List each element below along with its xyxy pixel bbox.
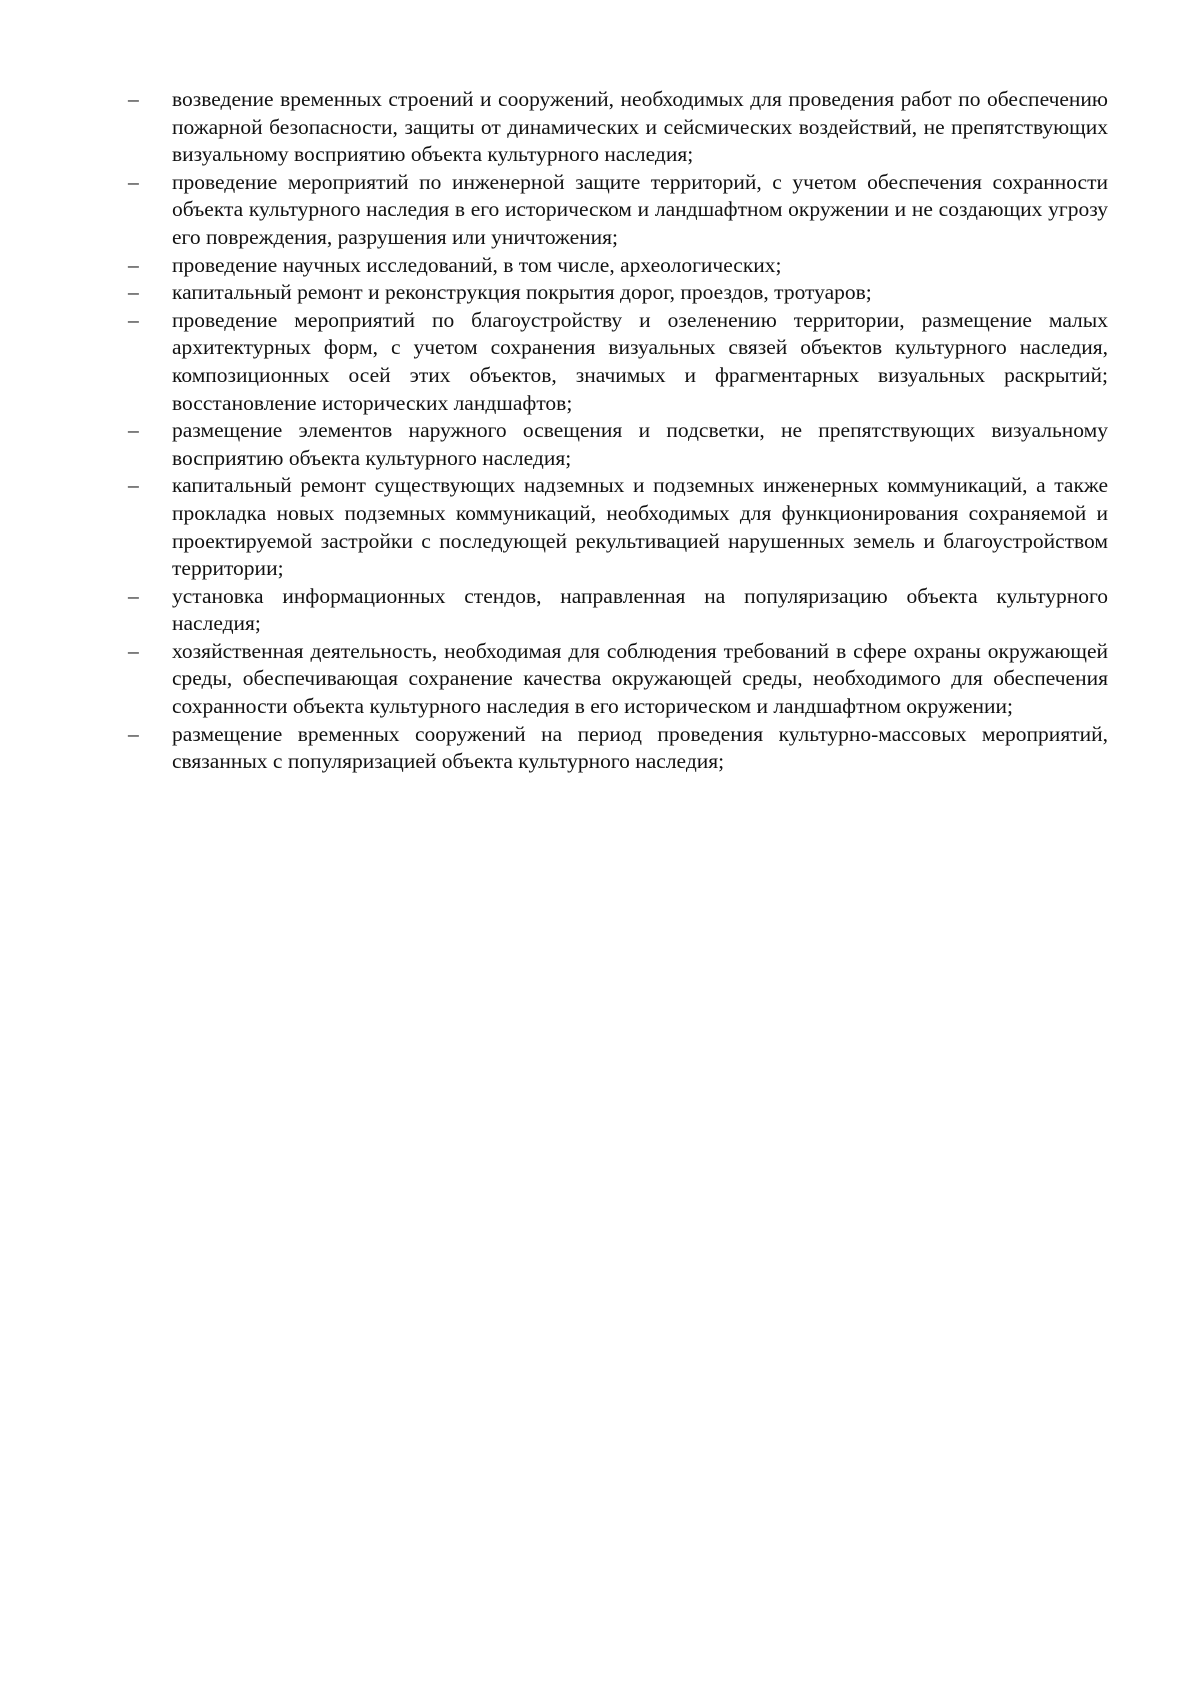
- list-bullet: –: [128, 583, 139, 608]
- list-item-text: хозяйственная деятельность, необходимая для соблюдения требований в сфере охраны окружающей среды, обеспечивающая сохранение качества окружающей среды, необходимого для обеспечения сохранности объекта культурного наследия в его историческом и ландшафтном окружении;: [172, 638, 1108, 719]
- list-item-text: проведение мероприятий по благоустройству и озеленению территории, размещение малых архитектурных форм, с учетом сохранения визуальных связей объектов культурного наследия, композиционных осей этих объектов, значимых и фрагментарных визуальных раскрытий; восстановление исторических ландшафтов;: [172, 307, 1108, 415]
- list-item: [128, 721, 1108, 776]
- list-item-text: капитальный ремонт существующих надземных и подземных инженерных коммуникаций, а также прокладка новых подземных коммуникаций, необходимых для функционирования сохраняемой и проектируемой застройки с последующей рекультивацией нарушенных земель и благоустройством территории;: [172, 473, 1108, 581]
- list-item: [128, 252, 1108, 280]
- list-item: [128, 279, 1108, 307]
- list-item: [128, 583, 1108, 638]
- list-item-text: проведение научных исследований, в том числе, археологических;: [172, 252, 782, 277]
- list-item: [128, 417, 1108, 472]
- list-item-text: установка информационных стендов, направленная на популяризацию объекта культурного наследия;: [172, 583, 1108, 636]
- list-item: [128, 638, 1108, 721]
- list-bullet: –: [128, 638, 139, 663]
- list-bullet: –: [128, 280, 139, 305]
- list-bullet: –: [128, 721, 139, 746]
- list-item-text: размещение элементов наружного освещения и подсветки, не препятствующих визуальному восприятию объекта культурного наследия;: [172, 418, 1108, 470]
- list-item: [128, 169, 1108, 252]
- requirements-list: [128, 86, 1108, 776]
- list-bullet: –: [128, 252, 139, 277]
- list-item-text: размещение временных сооружений на период проведения культурно-массовых мероприятий, связанных с популяризацией объекта культурного наследия;: [172, 721, 1108, 774]
- list-item: [128, 472, 1108, 582]
- list-item: [128, 86, 1108, 169]
- list-item-text: проведение мероприятий по инженерной защите территорий, с учетом обеспечения сохранности объекта культурного наследия в его историческом и ландшафтном окружении и не создающих угрозу его повреждения, разрушения или уничтожения;: [172, 169, 1108, 249]
- list-bullet: –: [128, 307, 139, 332]
- list-bullet: –: [128, 87, 139, 111]
- list-item: [128, 307, 1108, 417]
- list-bullet: –: [128, 473, 139, 498]
- list-bullet: –: [128, 169, 139, 194]
- list-item-text: капитальный ремонт и реконструкция покрытия дорог, проездов, тротуаров;: [172, 280, 872, 305]
- list-bullet: –: [128, 418, 139, 443]
- list-item-text: возведение временных строений и сооружений, необходимых для проведения работ по обеспечению пожарной безопасности, защиты от динамических и сейсмических воздействий, не препятствующих визуальному восприятию объекта культурного наследия;: [172, 87, 1108, 167]
